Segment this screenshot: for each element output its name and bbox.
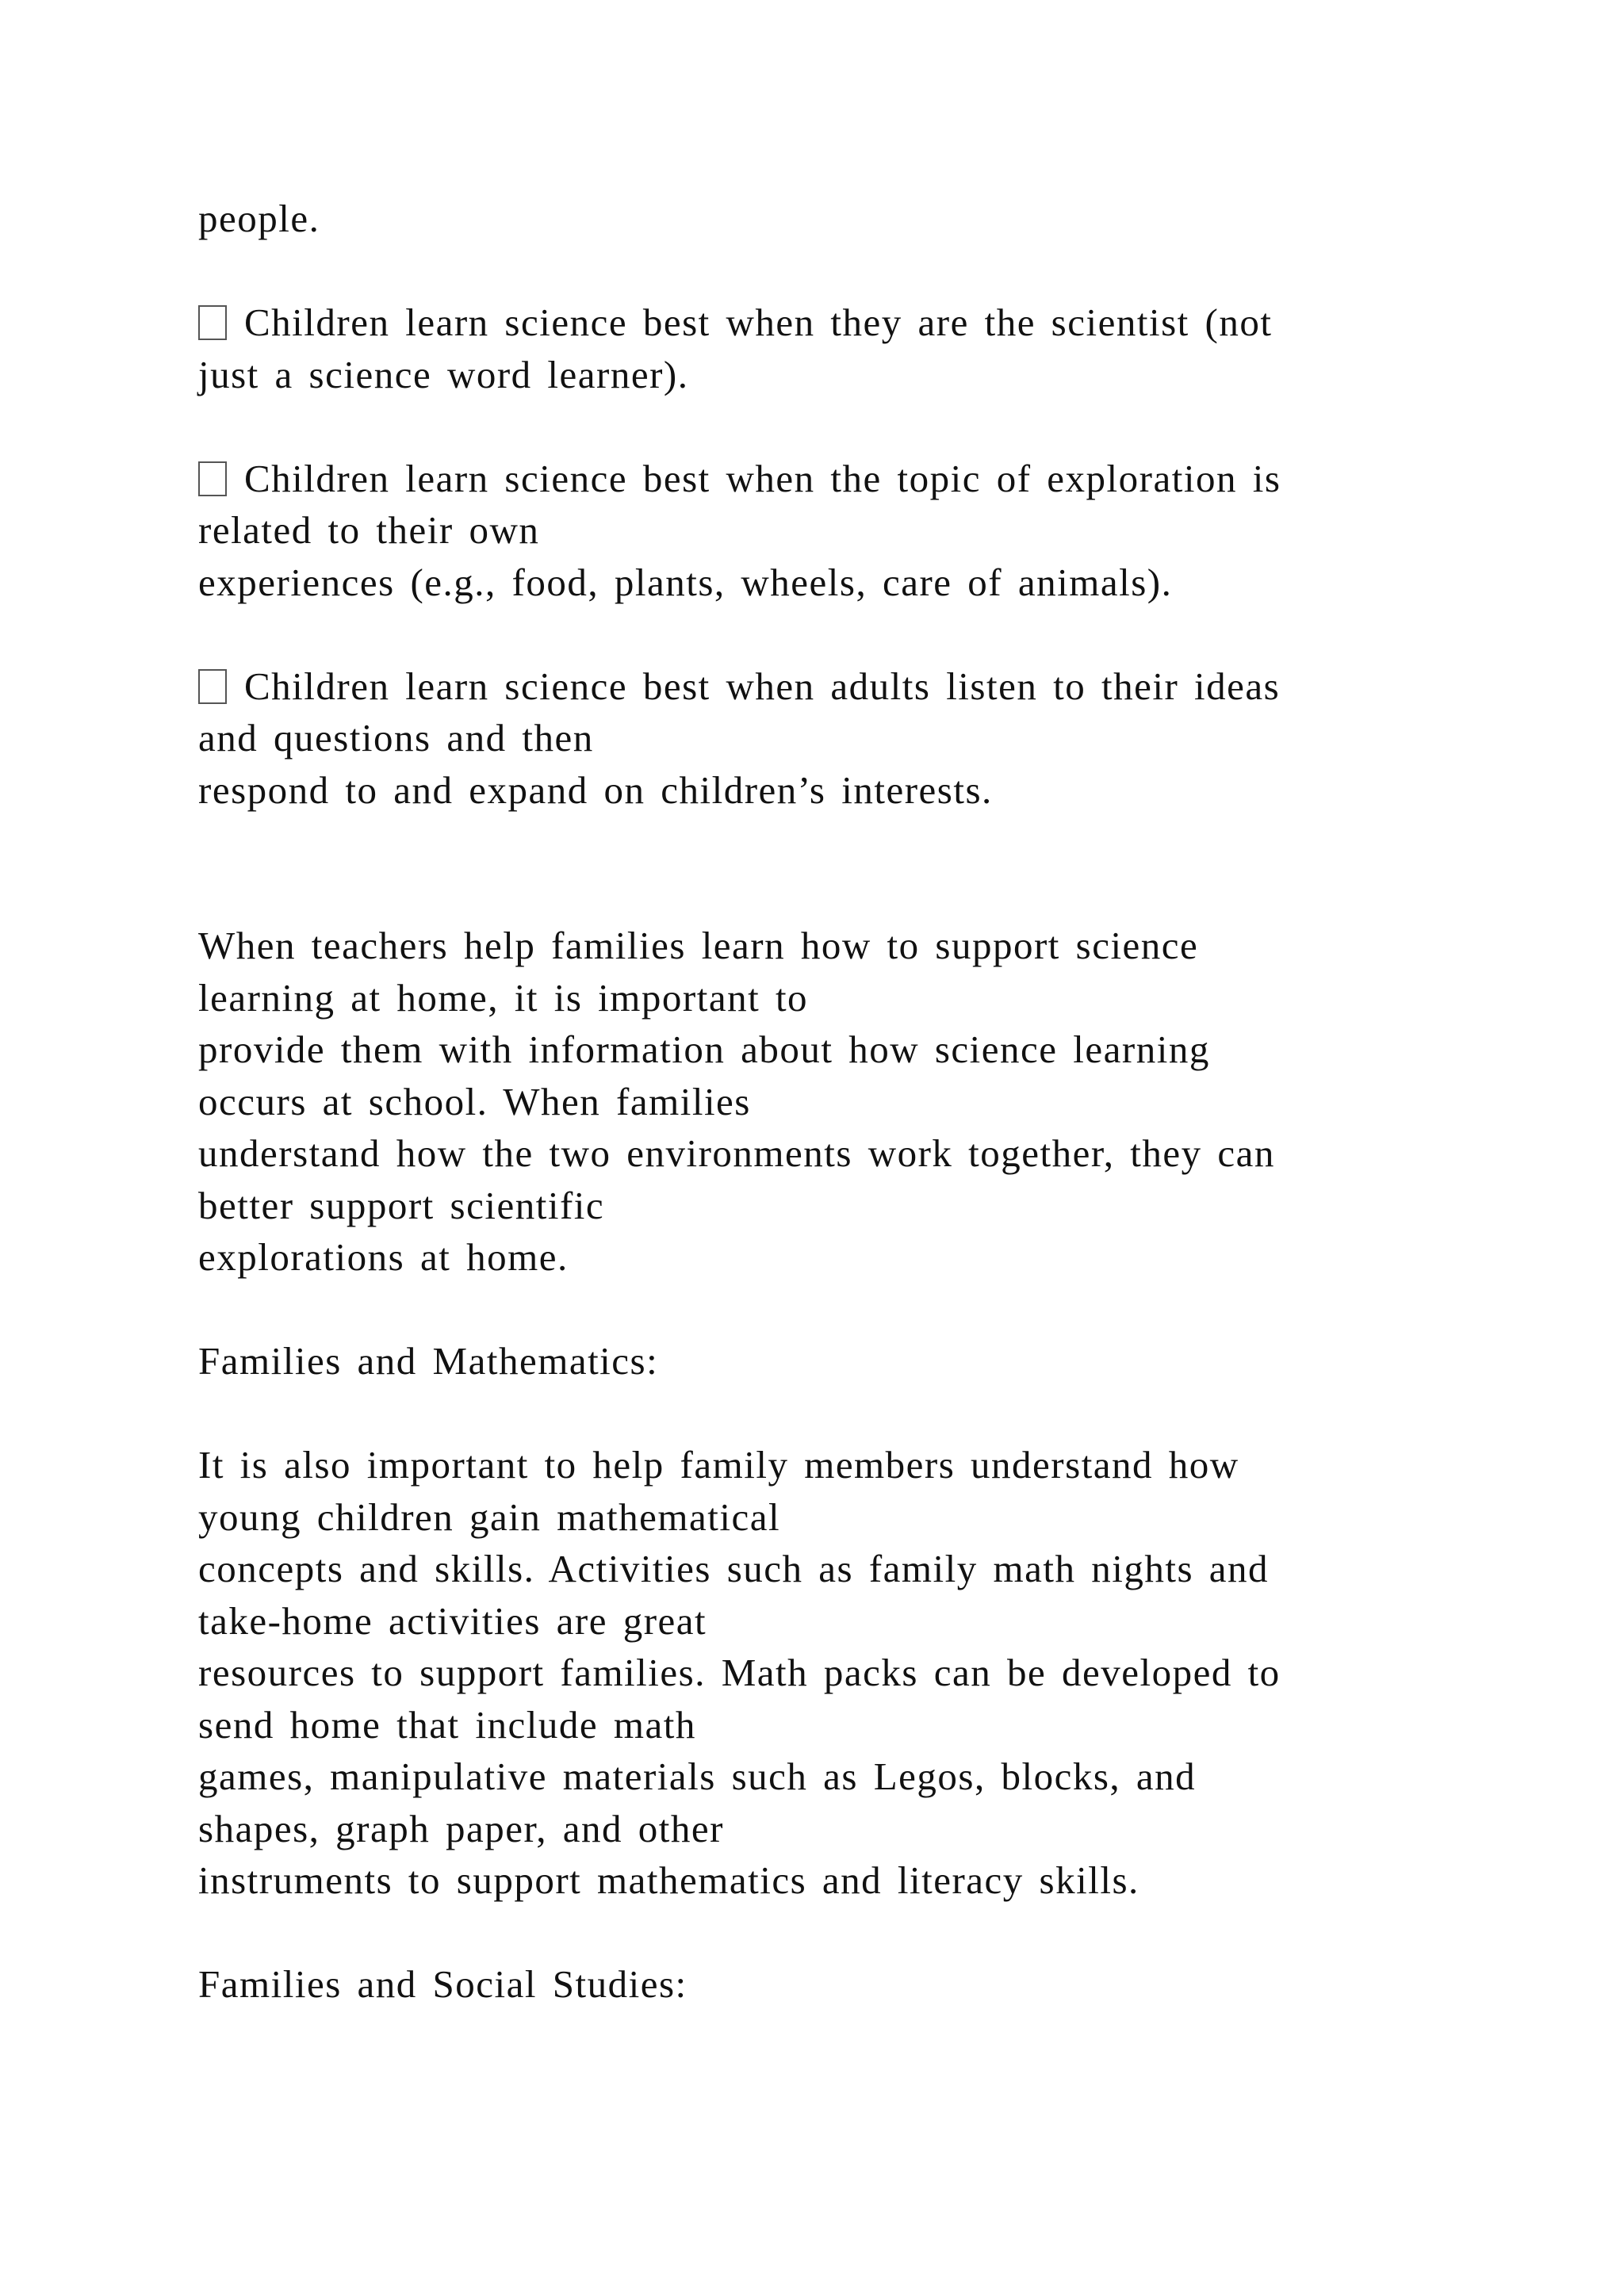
math-paragraph-line: send home that include math [198, 1702, 696, 1747]
bullet-3-line-2: and questions and then [198, 716, 594, 760]
science-paragraph-line: learning at home, it is important to [198, 975, 809, 1020]
bullet-1-line-1 [198, 297, 1435, 349]
bullet-text: Children learn science best when they are the scientist (not [244, 300, 1273, 344]
bullet-3-line-1 [198, 660, 1435, 713]
heading-social-studies: Families and Social Studies: [198, 1962, 688, 2006]
math-paragraph-line: concepts and skills. Activities such as family math nights and [198, 1547, 1270, 1590]
math-paragraph-line: It is also important to help family members understand how [198, 1443, 1239, 1487]
heading-math: Families and Mathematics: [198, 1339, 659, 1383]
science-paragraph-line: When teachers help families learn how to support science [198, 924, 1199, 967]
bullet-1-line-2: just a science word learner). [198, 352, 689, 396]
science-paragraph-line: explorations at home. [198, 1235, 569, 1279]
math-paragraph-line: shapes, graph paper, and other [198, 1806, 724, 1850]
math-paragraph-line: resources to support families. Math packs can be developed to [198, 1651, 1281, 1694]
missing-glyph-bullet-icon [198, 461, 227, 496]
document-body [198, 193, 1435, 2011]
science-paragraph-line: provide them with information about how science learning [198, 1027, 1210, 1071]
missing-glyph-bullet-icon [198, 669, 227, 704]
bullet-3-line-3: respond to and expand on children’s interests. [198, 767, 993, 812]
math-paragraph-line: instruments to support mathematics and literacy skills. [198, 1858, 1139, 1902]
bullet-2-line-3: experiences (e.g., food, plants, wheels, care of animals). [198, 560, 1173, 604]
math-paragraph-line: take-home activities are great [198, 1598, 707, 1643]
science-paragraph-line: occurs at school. When families [198, 1079, 751, 1123]
math-paragraph-line: games, manipulative materials such as Legos, blocks, and [198, 1755, 1197, 1798]
bullet-2-line-1 [198, 453, 1435, 505]
math-paragraph-line: young children gain mathematical [198, 1494, 781, 1539]
opening-line: people. [198, 197, 320, 240]
bullet-text: Children learn science best when the topic of exploration is [244, 456, 1281, 500]
missing-glyph-bullet-icon [198, 305, 227, 340]
science-paragraph-line: better support scientific [198, 1183, 605, 1227]
bullet-text: Children learn science best when adults listen to their ideas [244, 664, 1281, 708]
science-paragraph-line: understand how the two environments work together, they can [198, 1131, 1275, 1175]
bullet-2-line-2: related to their own [198, 508, 540, 552]
